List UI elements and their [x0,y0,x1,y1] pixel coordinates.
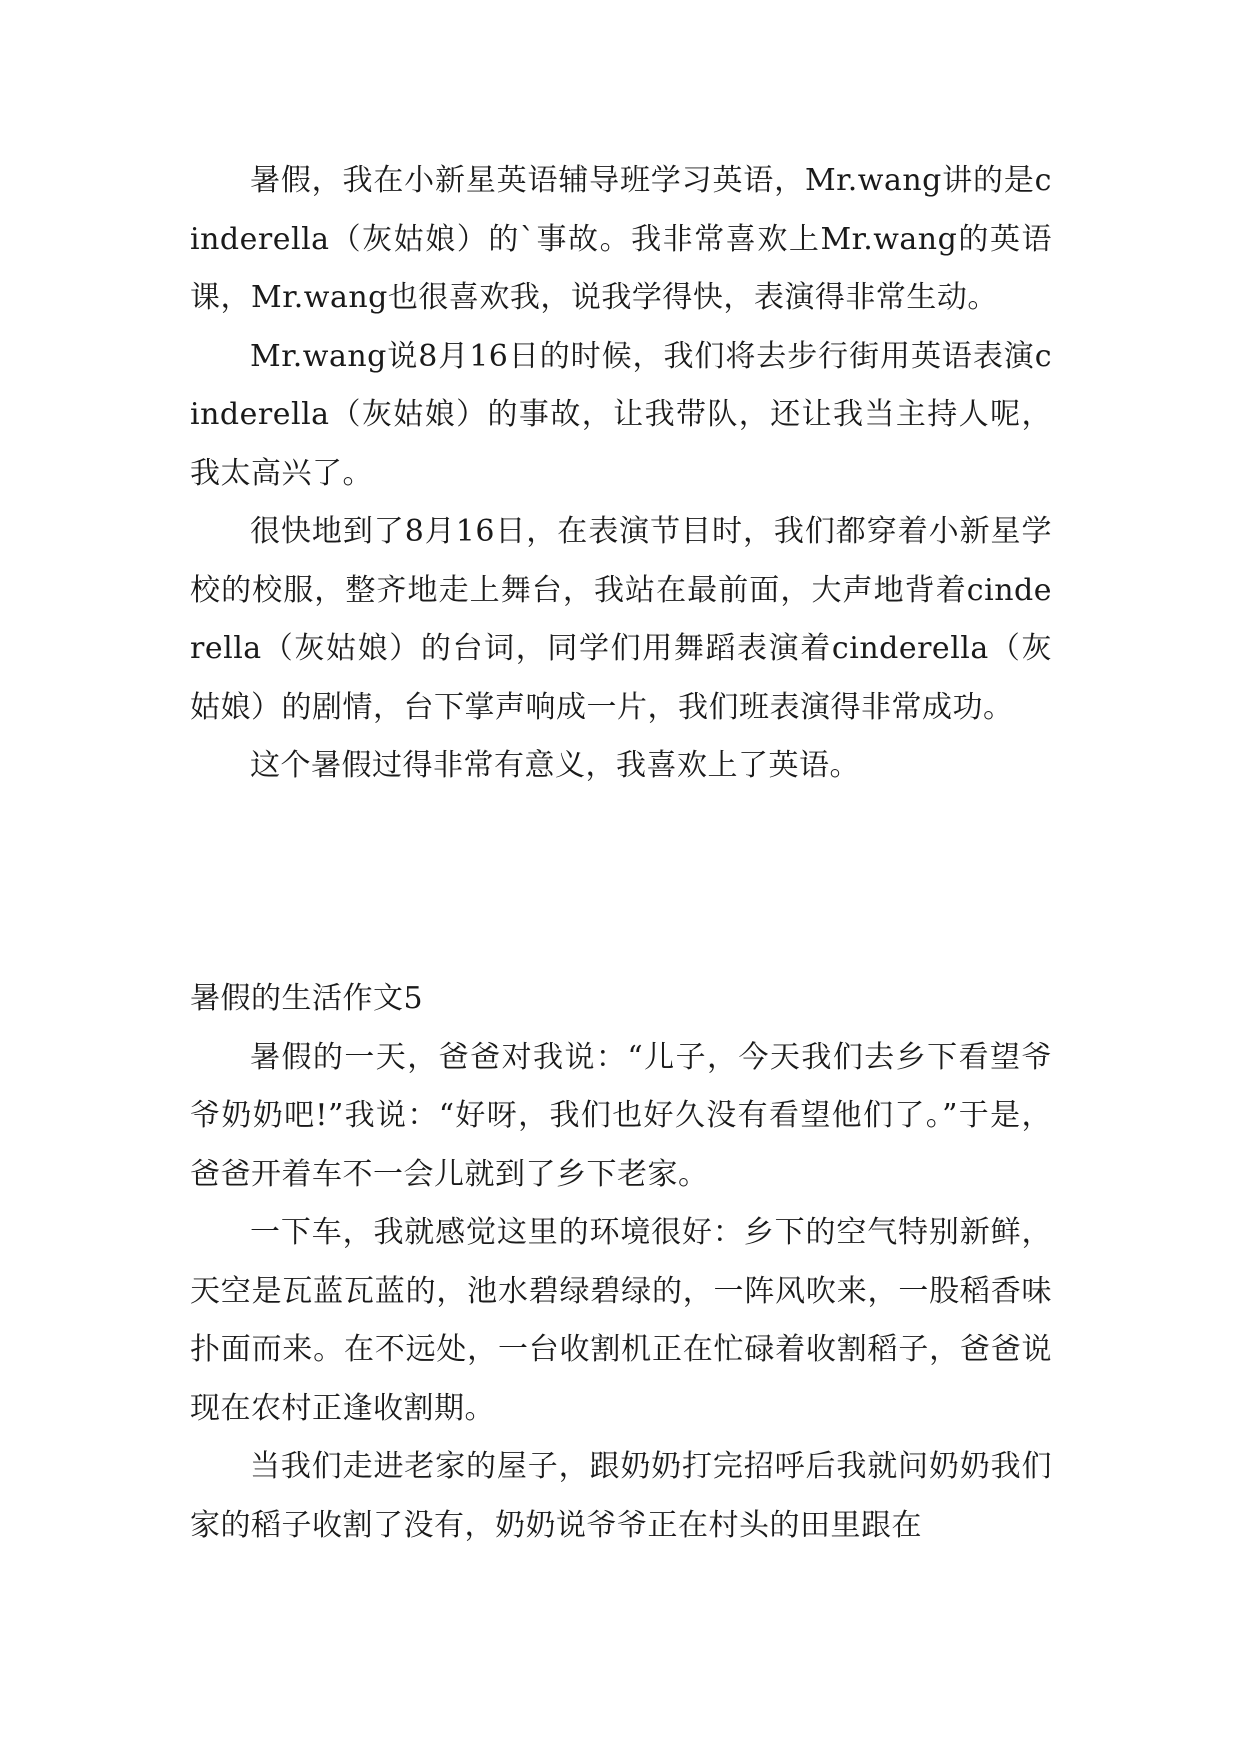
essay-section-cinderella [190,152,1052,796]
paragraph-english-class: 暑假，我在小新星英语辅导班学习英语，Mr.wang讲的是cinderella（灰姑娘）的`事故。我非常喜欢上Mr.wang的英语课，Mr.wang也很喜欢我，说我学得快，表演得非常生动。 [190,163,1052,315]
paragraph-countryside-scenery: 一下车，我就感觉这里的环境很好：乡下的空气特别新鲜，天空是瓦蓝瓦蓝的，池水碧绿碧绿的，一阵风吹来，一股稻香味扑面而来。在不远处，一台收割机正在忙碌着收割稻子，爸爸说现在农村正逢收割期。 [190,1215,1052,1426]
paragraph-summer-meaning: 这个暑假过得非常有意义，我喜欢上了英语。 [250,748,860,783]
paragraph-harvest-question: 当我们走进老家的屋子，跟奶奶打完招呼后我就问奶奶我们家的稻子收割了没有，奶奶说爷爷正在村头的田里跟在 [190,1449,1052,1543]
paragraph-performance-plan: Mr.wang说8月16日的时候，我们将去步行街用英语表演cinderella（灰姑娘）的事故，让我带队，还让我当主持人呢，我太高兴了。 [190,338,1052,491]
essay-title: 暑假的生活作文5 [190,981,424,1016]
paragraph-performance-day: 很快地到了8月16日，在表演节目时，我们都穿着小新星学校的校服，整齐地走上舞台，我站在最前面，大声地背着cinderella（灰姑娘）的台词，同学们用舞蹈表演着cinderella（灰姑娘）的剧情，台下掌声响成一片，我们班表演得非常成功。 [190,514,1052,725]
paragraph-visit-grandparents: 暑假的一天，爸爸对我说：“儿子，今天我们去乡下看望爷爷奶奶吧!”我说：“好呀，我们也好久没有看望他们了。”于是，爸爸开着车不一会儿就到了乡下老家。 [190,1039,1052,1192]
essay-section-5 [190,970,1052,1555]
